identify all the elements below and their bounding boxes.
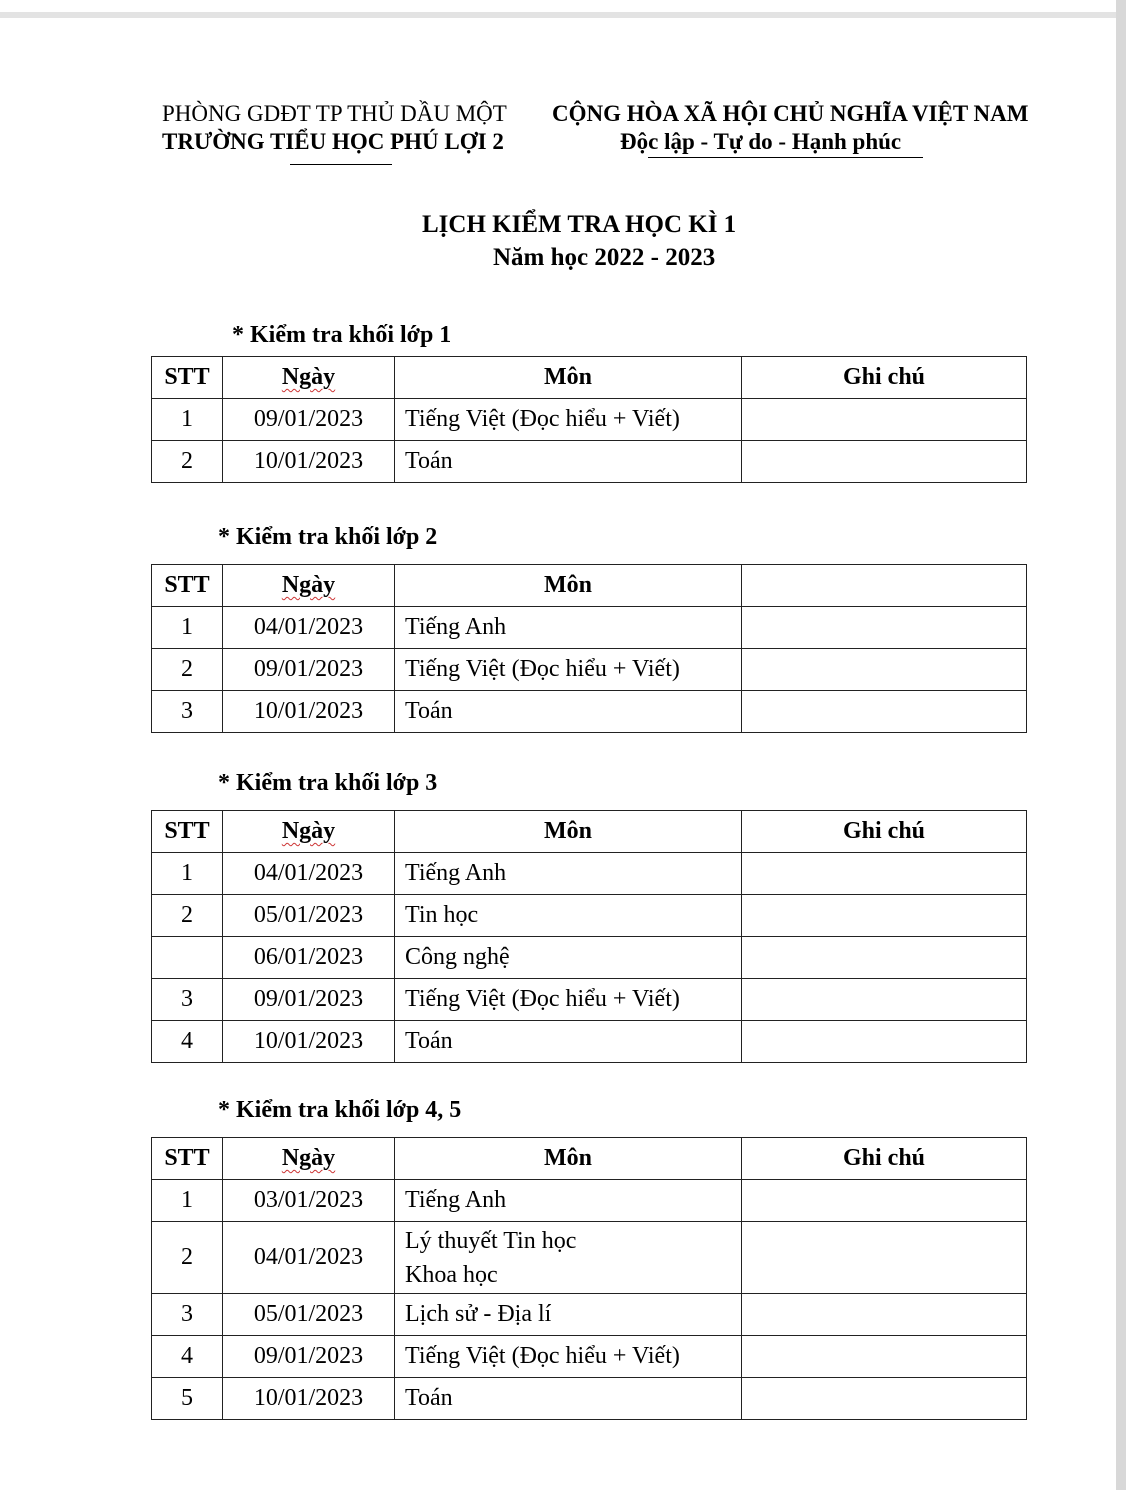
bullet-star: * bbox=[218, 1097, 230, 1123]
cell-note bbox=[742, 649, 1027, 691]
cell-date: 05/01/2023 bbox=[223, 895, 395, 937]
viewer-top-bar bbox=[0, 12, 1120, 18]
section-heading bbox=[218, 524, 437, 551]
cell-stt: 1 bbox=[152, 399, 223, 441]
cell-note bbox=[742, 691, 1027, 733]
cell-note bbox=[742, 853, 1027, 895]
col-header-note: Ghi chú bbox=[742, 1138, 1027, 1180]
section-heading bbox=[218, 770, 437, 797]
header-rule-left bbox=[290, 164, 392, 165]
cell-subject: Tiếng Việt (Đọc hiểu + Viết) bbox=[395, 1336, 742, 1378]
cell-stt: 1 bbox=[152, 853, 223, 895]
cell-stt: 2 bbox=[152, 649, 223, 691]
section-heading bbox=[218, 1097, 461, 1124]
cell-subject: Tiếng Anh bbox=[395, 1180, 742, 1222]
cell-note bbox=[742, 937, 1027, 979]
table-row bbox=[152, 1222, 1027, 1294]
table-header-row bbox=[152, 357, 1027, 399]
col-header-date: Ngày bbox=[223, 565, 395, 607]
cell-subject: Tiếng Việt (Đọc hiểu + Viết) bbox=[395, 399, 742, 441]
cell-date: 05/01/2023 bbox=[223, 1294, 395, 1336]
col-header-note: Ghi chú bbox=[742, 811, 1027, 853]
table-row bbox=[152, 1336, 1027, 1378]
col-header-note bbox=[742, 565, 1027, 607]
cell-note bbox=[742, 1021, 1027, 1063]
cell-subject: Công nghệ bbox=[395, 937, 742, 979]
cell-date: 10/01/2023 bbox=[223, 1021, 395, 1063]
section-heading-text: Kiểm tra khối lớp 2 bbox=[236, 524, 438, 550]
table-row bbox=[152, 853, 1027, 895]
cell-stt: 5 bbox=[152, 1378, 223, 1420]
cell-stt: 2 bbox=[152, 1222, 223, 1294]
schedule-table-grade-3 bbox=[151, 810, 1027, 1063]
col-header-date: Ngày bbox=[223, 1138, 395, 1180]
section-heading-text: Kiểm tra khối lớp 4, 5 bbox=[236, 1097, 462, 1123]
cell-date: 06/01/2023 bbox=[223, 937, 395, 979]
cell-date: 04/01/2023 bbox=[223, 607, 395, 649]
cell-subject bbox=[395, 1222, 742, 1294]
cell-subject: Tiếng Việt (Đọc hiểu + Viết) bbox=[395, 979, 742, 1021]
schedule-table-grade-1 bbox=[151, 356, 1027, 483]
cell-subject: Tiếng Việt (Đọc hiểu + Viết) bbox=[395, 649, 742, 691]
cell-date: 09/01/2023 bbox=[223, 649, 395, 691]
cell-subject: Tiếng Anh bbox=[395, 607, 742, 649]
cell-date: 10/01/2023 bbox=[223, 441, 395, 483]
cell-date: 09/01/2023 bbox=[223, 979, 395, 1021]
table-row bbox=[152, 691, 1027, 733]
col-header-stt: STT bbox=[152, 1138, 223, 1180]
table-header-row bbox=[152, 1138, 1027, 1180]
national-motto: Độc lập - Tự do - Hạnh phúc bbox=[620, 129, 902, 154]
col-header-stt: STT bbox=[152, 565, 223, 607]
school-name: TRƯỜNG TIỂU HỌC PHÚ LỢI 2 bbox=[162, 129, 504, 154]
table-row bbox=[152, 937, 1027, 979]
table-row bbox=[152, 1180, 1027, 1222]
subject-line-2: Khoa học bbox=[405, 1261, 498, 1288]
document-title: LỊCH KIỂM TRA HỌC KÌ 1 bbox=[422, 211, 737, 238]
table-row bbox=[152, 649, 1027, 691]
subject-line-1: Lý thuyết Tin học bbox=[405, 1227, 577, 1254]
cell-stt: 3 bbox=[152, 1294, 223, 1336]
national-title: CỘNG HÒA XÃ HỘI CHỦ NGHĨA VIỆT NAM bbox=[552, 101, 1029, 126]
bullet-star: * bbox=[218, 524, 230, 550]
cell-note bbox=[742, 399, 1027, 441]
cell-note bbox=[742, 441, 1027, 483]
cell-stt: 2 bbox=[152, 441, 223, 483]
cell-date: 03/01/2023 bbox=[223, 1180, 395, 1222]
table-header-row bbox=[152, 811, 1027, 853]
table-row bbox=[152, 399, 1027, 441]
bullet-star: * bbox=[218, 770, 230, 796]
cell-stt: 2 bbox=[152, 895, 223, 937]
section-heading-text: Kiểm tra khối lớp 3 bbox=[236, 770, 438, 796]
cell-stt: 4 bbox=[152, 1021, 223, 1063]
col-header-stt: STT bbox=[152, 357, 223, 399]
cell-stt: 3 bbox=[152, 691, 223, 733]
table-row bbox=[152, 1378, 1027, 1420]
cell-stt bbox=[152, 937, 223, 979]
cell-subject: Tiếng Anh bbox=[395, 853, 742, 895]
cell-date: 10/01/2023 bbox=[223, 691, 395, 733]
cell-subject: Toán bbox=[395, 1378, 742, 1420]
table-row bbox=[152, 607, 1027, 649]
cell-note bbox=[742, 1222, 1027, 1294]
cell-note bbox=[742, 1378, 1027, 1420]
section-heading bbox=[232, 322, 451, 349]
cell-note bbox=[742, 1336, 1027, 1378]
school-year: Năm học 2022 - 2023 bbox=[493, 244, 716, 271]
bullet-star: * bbox=[232, 322, 244, 348]
table-header-row bbox=[152, 565, 1027, 607]
section-heading-text: Kiểm tra khối lớp 1 bbox=[250, 322, 452, 348]
col-header-subject: Môn bbox=[395, 811, 742, 853]
cell-stt: 4 bbox=[152, 1336, 223, 1378]
cell-stt: 3 bbox=[152, 979, 223, 1021]
cell-subject: Lịch sử - Địa lí bbox=[395, 1294, 742, 1336]
table-row bbox=[152, 979, 1027, 1021]
cell-date: 10/01/2023 bbox=[223, 1378, 395, 1420]
cell-note bbox=[742, 979, 1027, 1021]
header-rule-right bbox=[648, 157, 923, 158]
cell-subject: Toán bbox=[395, 691, 742, 733]
cell-note bbox=[742, 1294, 1027, 1336]
col-header-date: Ngày bbox=[223, 811, 395, 853]
col-header-subject: Môn bbox=[395, 565, 742, 607]
col-header-note: Ghi chú bbox=[742, 357, 1027, 399]
table-row bbox=[152, 1021, 1027, 1063]
scrollbar[interactable] bbox=[1116, 0, 1126, 1490]
cell-subject: Toán bbox=[395, 1021, 742, 1063]
cell-note bbox=[742, 1180, 1027, 1222]
col-header-date: Ngày bbox=[223, 357, 395, 399]
cell-date: 09/01/2023 bbox=[223, 399, 395, 441]
cell-date: 04/01/2023 bbox=[223, 853, 395, 895]
table-row bbox=[152, 1294, 1027, 1336]
department-name: PHÒNG GDĐT TP THỦ DẦU MỘT bbox=[162, 101, 507, 126]
cell-date: 09/01/2023 bbox=[223, 1336, 395, 1378]
table-row bbox=[152, 441, 1027, 483]
cell-stt: 1 bbox=[152, 1180, 223, 1222]
col-header-stt: STT bbox=[152, 811, 223, 853]
col-header-subject: Môn bbox=[395, 357, 742, 399]
cell-subject: Toán bbox=[395, 441, 742, 483]
cell-subject: Tin học bbox=[395, 895, 742, 937]
cell-note bbox=[742, 895, 1027, 937]
schedule-table-grade-4-5 bbox=[151, 1137, 1027, 1420]
schedule-table-grade-2 bbox=[151, 564, 1027, 733]
table-row bbox=[152, 895, 1027, 937]
cell-stt: 1 bbox=[152, 607, 223, 649]
col-header-subject: Môn bbox=[395, 1138, 742, 1180]
cell-date: 04/01/2023 bbox=[223, 1222, 395, 1294]
cell-note bbox=[742, 607, 1027, 649]
